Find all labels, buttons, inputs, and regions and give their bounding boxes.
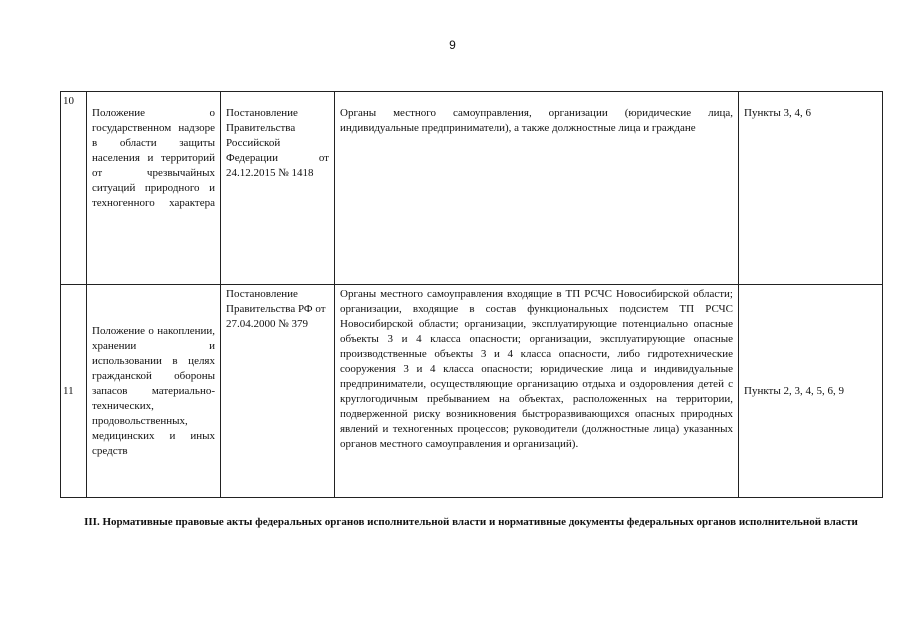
subjects-cell <box>335 285 739 498</box>
document-name-cell <box>87 92 221 285</box>
legal-act-cell <box>221 92 335 285</box>
row-number: 10 <box>61 92 87 285</box>
legal-act: Постановление Правительства Российской Федерации от 24.12.2015 № 1418 <box>226 107 329 179</box>
legal-act: Постановление Правительства РФ от 27.04.2000 № 379 <box>226 288 326 330</box>
applicable-points: Пункты 3, 4, 6 <box>744 107 811 119</box>
table-row <box>61 285 883 498</box>
page-number: 9 <box>449 38 456 52</box>
regulated-subjects: Органы местного самоуправления входящие в ТП РСЧС Новосибирской области; организации, входящие в состав функциональных подсистем ТП РСЧС Новосибирской области; организации, эксплуатирующие потенциально опасные объекты 3 и 4 класса опасности; организации, эксплуатирующие опасные производственные объекты 3 и 4 класса опасности, либо гидротехнические сооружения 3 и 4 класса опасности; юридические лица и индивидуальные предприниматели, осуществляющие организацию отдыха и оздоровления детей с круглогодичным пребыванием на объектах, расположенных на территории, подверженной риску возникновения быстроразвивающихся опасных природных явлений и техногенных процессов; руководители (должностные лица) указанных органов местного самоуправления и организаций). <box>340 288 733 450</box>
document-name-cell <box>87 285 221 498</box>
section-heading: III. Нормативные правовые акты федеральных органов исполнительной власти и нормативные документы федеральных органов исполнительной власти <box>84 516 858 528</box>
table-row <box>61 92 883 285</box>
row-number: 11 <box>61 285 87 498</box>
regulation-table <box>60 91 883 498</box>
legal-act-cell <box>221 285 335 498</box>
subjects-cell <box>335 92 739 285</box>
points-cell <box>739 92 883 285</box>
regulated-subjects: Органы местного самоуправления, организации (юридические лица, индивидуальные предприниматели), а также должностные лица и граждане <box>340 107 733 134</box>
points-cell <box>739 285 883 498</box>
document-name: Положение о накоплении, хранении и использовании в целях гражданской обороны запасов материально-технических, продовольственных, медицинских и иных средств <box>92 324 215 457</box>
document-name: Положение о государственном надзоре в области защиты населения и территорий от чрезвычайных ситуаций природного и техногенного характера <box>92 107 215 209</box>
applicable-points: Пункты 2, 3, 4, 5, 6, 9 <box>744 384 844 397</box>
